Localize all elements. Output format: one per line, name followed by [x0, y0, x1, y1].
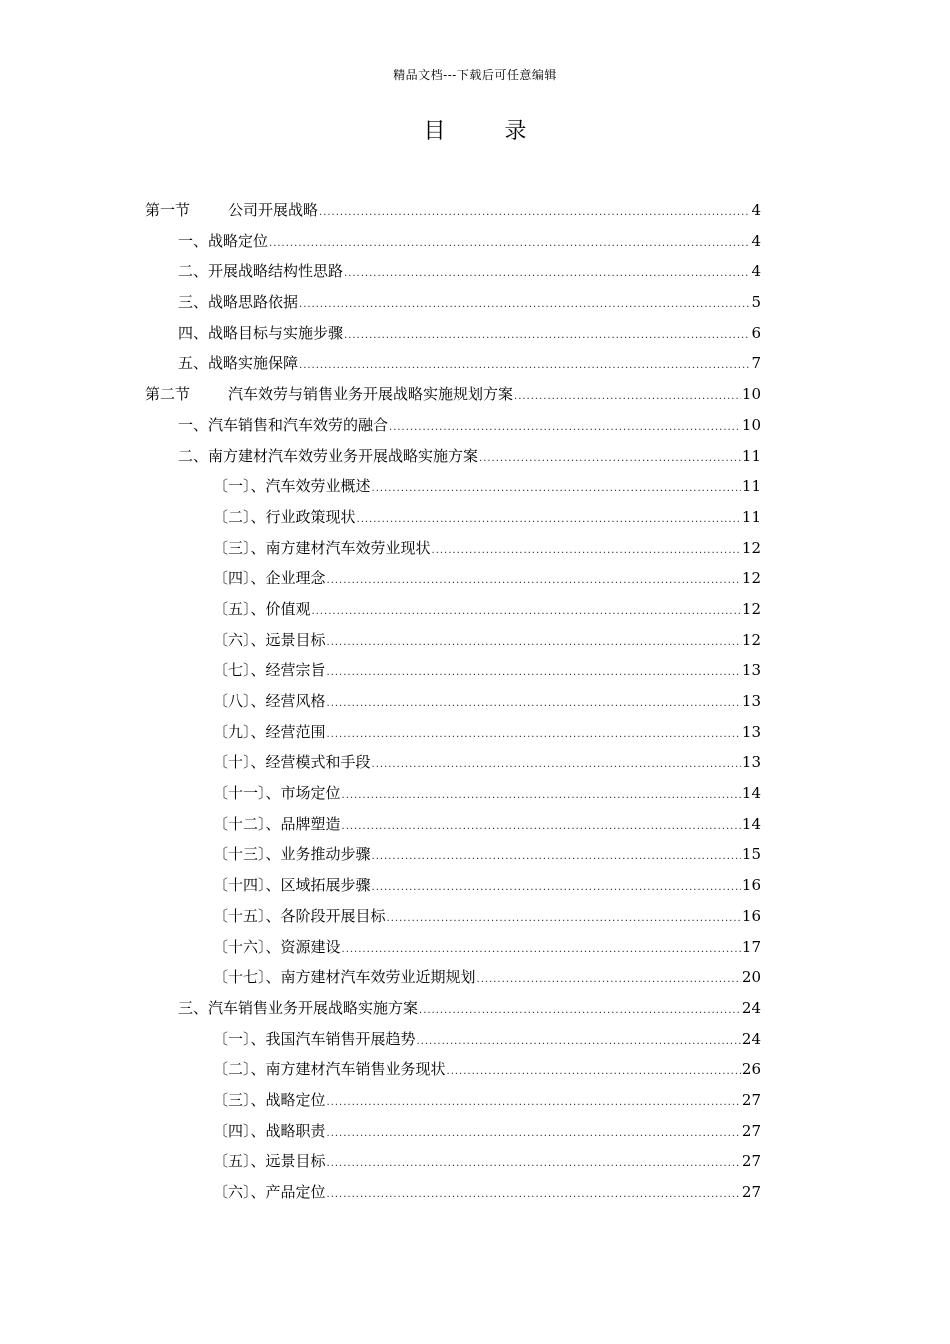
toc-page-number: 27 [741, 1183, 761, 1201]
toc-page-number: 11 [741, 446, 761, 465]
toc-entry[interactable] [145, 962, 761, 993]
toc-page-number: 16 [741, 906, 761, 925]
toc-dot-leader [479, 444, 741, 475]
toc-dot-leader [342, 781, 741, 812]
toc-dot-leader [312, 597, 741, 628]
toc-entry-title: 汽车效劳与销售业务开展战略实施规划方案 [228, 385, 514, 404]
toc-dot-leader [342, 935, 741, 966]
toc-entry[interactable] [145, 932, 761, 963]
toc-page-number: 13 [741, 753, 761, 772]
toc-page-number: 24 [741, 1029, 761, 1048]
toc-dot-leader [327, 1119, 741, 1150]
toc-entry[interactable] [145, 594, 761, 625]
toc-dot-leader [372, 474, 741, 505]
toc-page-number: 10 [741, 385, 761, 404]
toc-page-number: 26 [741, 1060, 761, 1079]
toc-page-number: 12 [741, 538, 761, 557]
toc-page-number: 12 [741, 630, 761, 649]
toc-entry-title: 〔二〕、南方建材汽车销售业务现状 [213, 1060, 446, 1079]
toc-entry[interactable] [145, 441, 761, 472]
toc-entry-title: 〔十三〕、业务推动步骤 [213, 845, 371, 864]
toc-entry-title: 〔十二〕、品牌塑造 [213, 814, 341, 833]
toc-dot-leader [372, 750, 741, 781]
toc-entry[interactable] [145, 747, 761, 778]
toc-dot-leader [327, 689, 741, 720]
toc-entry[interactable] [145, 502, 761, 533]
table-of-contents [145, 195, 761, 1208]
toc-entry-title: 二、开展战略结构性思路 [178, 262, 344, 281]
toc-entry-title: 〔二〕、行业政策现状 [213, 507, 356, 526]
toc-page-number: 14 [741, 814, 761, 833]
toc-section-number: 第一节 [145, 201, 191, 219]
toc-dot-leader [299, 290, 750, 321]
toc-entry[interactable] [145, 1085, 761, 1116]
toc-entry-title: 〔十四〕、区域拓展步骤 [213, 876, 371, 895]
toc-entry-title: 〔十〕、经营模式和手段 [213, 753, 371, 772]
toc-dot-leader [357, 505, 741, 536]
toc-entry[interactable] [145, 1177, 761, 1208]
toc-dot-leader [372, 842, 741, 873]
toc-entry-title: 三、战略思路依据 [178, 293, 299, 312]
toc-entry[interactable] [145, 901, 761, 932]
toc-dot-leader [327, 1180, 741, 1211]
toc-dot-leader [327, 658, 741, 689]
toc-entry[interactable] [145, 226, 761, 257]
toc-page-number: 27 [741, 1090, 761, 1109]
toc-entry-title: 〔七〕、经营宗旨 [213, 661, 326, 680]
toc-dot-leader [387, 904, 741, 935]
toc-page-number: 12 [741, 599, 761, 618]
toc-entry[interactable] [145, 717, 761, 748]
toc-entry[interactable] [145, 348, 761, 379]
toc-entry[interactable] [145, 410, 761, 441]
toc-entry-title: 〔四〕、企业理念 [213, 569, 326, 588]
toc-dot-leader [327, 720, 741, 751]
toc-entry-title: 〔十一〕、市场定位 [213, 784, 341, 803]
toc-entry[interactable] [145, 533, 761, 564]
toc-entry-title: 〔十六〕、资源建设 [213, 937, 341, 956]
toc-entry[interactable] [145, 778, 761, 809]
toc-dot-leader [299, 351, 750, 382]
toc-page-number: 7 [751, 354, 761, 373]
toc-dot-leader [477, 965, 741, 996]
toc-page-number: 4 [751, 201, 761, 219]
toc-entry-title: 〔一〕、我国汽车销售开展趋势 [213, 1029, 416, 1048]
toc-page-number: 4 [751, 262, 761, 281]
toc-page-number: 11 [741, 507, 761, 526]
toc-entry-title: 公司开展战略 [228, 201, 319, 219]
toc-page-number: 12 [741, 569, 761, 588]
toc-page-number: 20 [741, 968, 761, 987]
toc-entry-title: 〔五〕、远景目标 [213, 1152, 326, 1171]
toc-page-number: 27 [741, 1121, 761, 1140]
toc-entry-title: 〔十七〕、南方建材汽车效劳业近期规划 [213, 968, 476, 987]
toc-dot-leader [327, 628, 741, 659]
toc-page-number: 4 [751, 231, 761, 250]
toc-entry[interactable] [145, 625, 761, 656]
toc-entry-title: 〔三〕、战略定位 [213, 1090, 326, 1109]
toc-dot-leader [389, 413, 741, 444]
toc-entry[interactable] [145, 1146, 761, 1177]
toc-entry-title: 〔八〕、经营风格 [213, 692, 326, 710]
toc-dot-leader [327, 1088, 741, 1119]
toc-entry-title: 〔三〕、南方建材汽车效劳业现状 [213, 538, 431, 557]
toc-entry-title: 一、汽车销售和汽车效劳的融合 [178, 415, 389, 434]
toc-page-number: 15 [741, 845, 761, 864]
toc-entry-title: 一、战略定位 [178, 231, 269, 250]
toc-entry[interactable] [145, 1054, 761, 1085]
toc-entry[interactable] [145, 993, 761, 1024]
toc-dot-leader [269, 229, 750, 260]
toc-entry-title: 五、战略实施保障 [178, 354, 299, 373]
toc-dot-leader [432, 536, 741, 567]
toc-entry[interactable] [145, 839, 761, 870]
toc-entry[interactable] [145, 471, 761, 502]
toc-entry[interactable] [145, 1024, 761, 1055]
toc-page-number: 5 [751, 293, 761, 312]
toc-entry-title: 四、战略目标与实施步骤 [178, 323, 344, 342]
toc-page-number: 6 [751, 323, 761, 342]
toc-page-number: 11 [741, 477, 761, 496]
toc-dot-leader [319, 198, 750, 229]
toc-entry[interactable] [145, 563, 761, 594]
toc-entry[interactable] [145, 287, 761, 318]
toc-entry-title: 二、南方建材汽车效劳业务开展战略实施方案 [178, 446, 479, 465]
toc-entry[interactable] [145, 686, 761, 717]
toc-entry-title: 〔一〕、汽车效劳业概述 [213, 477, 371, 496]
toc-entry[interactable] [145, 318, 761, 349]
toc-dot-leader [342, 812, 741, 843]
toc-dot-leader [344, 321, 750, 352]
toc-entry-title: 三、汽车销售业务开展战略实施方案 [178, 998, 419, 1017]
toc-page-number: 27 [741, 1152, 761, 1171]
toc-title: 目 录 [423, 119, 553, 144]
toc-dot-leader [419, 996, 741, 1027]
toc-dot-leader [372, 873, 741, 904]
toc-entry-title: 〔四〕、战略职责 [213, 1121, 326, 1140]
toc-dot-leader [327, 566, 741, 597]
toc-page-number: 13 [741, 661, 761, 680]
toc-page-number: 13 [741, 692, 761, 710]
toc-entry[interactable] [145, 809, 761, 840]
toc-entry[interactable] [145, 195, 761, 226]
toc-entry[interactable] [145, 870, 761, 901]
toc-page-number: 13 [741, 722, 761, 741]
toc-dot-leader [447, 1057, 741, 1088]
toc-entry[interactable] [145, 256, 761, 287]
toc-dot-leader [327, 1149, 741, 1180]
toc-entry[interactable] [145, 379, 761, 410]
toc-entry-title: 〔十五〕、各阶段开展目标 [213, 906, 386, 925]
toc-dot-leader [344, 259, 750, 290]
toc-page-number: 14 [741, 784, 761, 803]
toc-page-number: 16 [741, 876, 761, 895]
page-header-note: 精品文档---下载后可任意编辑 [393, 68, 557, 82]
toc-entry-title: 〔五〕、价值观 [213, 599, 311, 618]
toc-entry[interactable] [145, 655, 761, 686]
toc-dot-leader [514, 382, 741, 413]
toc-page-number: 17 [741, 937, 761, 956]
toc-page-number: 24 [741, 998, 761, 1017]
toc-entry[interactable] [145, 1116, 761, 1147]
toc-dot-leader [417, 1027, 741, 1058]
toc-entry-title: 〔九〕、经营范围 [213, 722, 326, 741]
toc-entry-title: 〔六〕、产品定位 [213, 1183, 326, 1201]
toc-section-number: 第二节 [145, 385, 191, 404]
toc-entry-title: 〔六〕、远景目标 [213, 630, 326, 649]
toc-page-number: 10 [741, 415, 761, 434]
